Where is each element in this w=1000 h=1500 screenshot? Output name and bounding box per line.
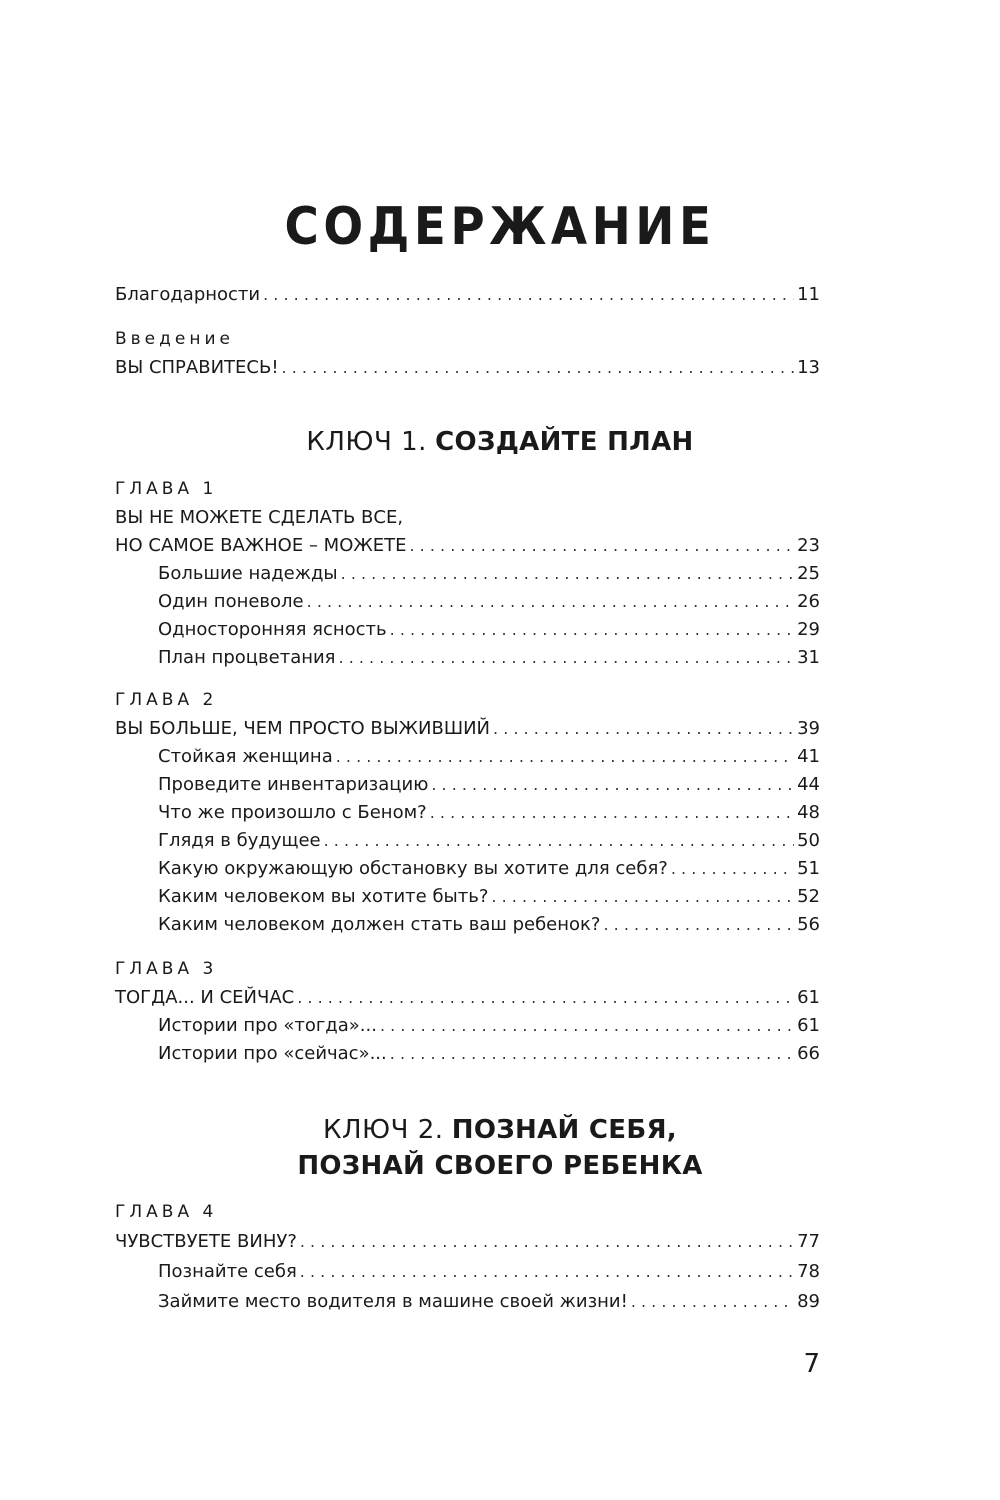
toc-entry-title: ЧУВСТВУЕТЕ ВИНУ? <box>115 1231 297 1252</box>
toc-entry-title: Стойкая женщина <box>158 746 333 767</box>
toc-subentry[interactable] <box>158 800 820 826</box>
toc-entry-page: 39 <box>797 718 820 739</box>
toc-entry-page: 25 <box>797 563 820 584</box>
toc-entry-page: 56 <box>797 914 820 935</box>
toc-entry-title: ВЫ СПРАВИТЕСЬ! <box>115 357 279 378</box>
toc-entry-title: Какую окружающую обстановку вы хотите для себя? <box>158 858 668 879</box>
toc-entry-title: Односторонняя ясность <box>158 619 387 640</box>
toc-entry-page: 66 <box>797 1043 820 1064</box>
toc-subentry[interactable] <box>158 912 820 938</box>
toc-entry-chapter-2[interactable] <box>115 716 820 742</box>
chapter-3-label: ГЛАВА 3 <box>115 959 218 979</box>
toc-subentry[interactable] <box>158 645 820 671</box>
dot-leader <box>631 1289 794 1315</box>
key-2-heading-line2 <box>0 1149 1000 1183</box>
key-2-title-line1: ПОЗНАЙ СЕБЯ, <box>451 1115 677 1145</box>
dot-leader <box>263 282 794 308</box>
dot-leader <box>336 744 794 770</box>
key-2-title-line2: ПОЗНАЙ СВОЕГО РЕБЕНКА <box>297 1151 703 1181</box>
key-2-heading <box>0 1113 1000 1147</box>
toc-entry-page: 78 <box>797 1261 820 1282</box>
key-1-prefix: КЛЮЧ 1. <box>306 427 427 457</box>
toc-entry-page: 23 <box>797 535 820 556</box>
dot-leader <box>430 800 794 826</box>
dot-leader <box>324 828 795 854</box>
toc-entry-chapter-4[interactable] <box>115 1229 820 1255</box>
toc-subentry[interactable] <box>158 1289 820 1315</box>
toc-subentry[interactable] <box>158 884 820 910</box>
toc-entry-page: 61 <box>797 987 820 1008</box>
toc-subentry[interactable] <box>158 1259 820 1285</box>
toc-subentry[interactable] <box>158 589 820 615</box>
dot-leader <box>380 1013 794 1039</box>
dot-leader <box>410 533 795 559</box>
chapter-1-title-line1: ВЫ НЕ МОЖЕТЕ СДЕЛАТЬ ВСЕ, <box>115 507 404 528</box>
toc-subentry[interactable] <box>158 744 820 770</box>
toc-entry-chapter-1[interactable] <box>115 533 820 559</box>
chapter-1-label: ГЛАВА 1 <box>115 479 218 499</box>
dot-leader <box>603 912 794 938</box>
toc-entry-title: Большие надежды <box>158 563 338 584</box>
dot-leader <box>390 1041 794 1067</box>
toc-subentry[interactable] <box>158 856 820 882</box>
dot-leader <box>300 1259 794 1285</box>
dot-leader <box>282 355 795 381</box>
toc-entry-page: 51 <box>797 858 820 879</box>
key-2-prefix: КЛЮЧ 2. <box>323 1115 444 1145</box>
toc-entry-title: ВЫ БОЛЬШЕ, ЧЕМ ПРОСТО ВЫЖИВШИЙ <box>115 718 491 739</box>
dot-leader <box>431 772 794 798</box>
toc-entry-title: Глядя в будущее <box>158 830 321 851</box>
toc-entry-page: 50 <box>797 830 820 851</box>
toc-entry-title: Что же произошло с Беном? <box>158 802 427 823</box>
chapter-4-label: ГЛАВА 4 <box>115 1202 218 1222</box>
toc-entry-title: План процветания <box>158 647 336 668</box>
toc-subentry[interactable] <box>158 772 820 798</box>
dot-leader <box>491 884 794 910</box>
toc-entry-page: 41 <box>797 746 820 767</box>
toc-entry-title: Займите место водителя в машине своей жизни! <box>158 1291 628 1312</box>
toc-subentry[interactable] <box>158 617 820 643</box>
toc-entry-page: 77 <box>797 1231 820 1252</box>
dot-leader <box>341 561 794 587</box>
toc-subentry[interactable] <box>158 1041 820 1067</box>
toc-entry-page: 29 <box>797 619 820 640</box>
toc-entry-title: Проведите инвентаризацию <box>158 774 429 795</box>
toc-entry-page: 31 <box>797 647 820 668</box>
page-number: 7 <box>803 1349 820 1379</box>
toc-entry-page: 26 <box>797 591 820 612</box>
toc-entry-title: Истории про «сейчас»... <box>158 1043 387 1064</box>
toc-entry-title: НО САМОЕ ВАЖНОЕ – МОЖЕТЕ <box>115 535 407 556</box>
page-title: СОДЕРЖАНИЕ <box>284 197 716 257</box>
toc-entry-page: 11 <box>797 284 820 305</box>
toc-entry-chapter-3[interactable] <box>115 985 820 1011</box>
dot-leader <box>297 985 794 1011</box>
dot-leader <box>390 617 794 643</box>
toc-entry-title: Каким человеком должен стать ваш ребенок? <box>158 914 601 935</box>
toc-subentry[interactable] <box>158 828 820 854</box>
toc-subentry[interactable] <box>158 1013 820 1039</box>
dot-leader <box>339 645 795 671</box>
toc-entry-title: Один поневоле <box>158 591 304 612</box>
dot-leader <box>307 589 794 615</box>
toc-entry-thanks[interactable] <box>115 282 820 308</box>
toc-entry-page: 13 <box>797 357 820 378</box>
toc-entry-title: Познайте себя <box>158 1261 297 1282</box>
chapter-2-label: ГЛАВА 2 <box>115 690 218 710</box>
key-1-title: СОЗДАЙТЕ ПЛАН <box>435 427 694 457</box>
toc-entry-page: 89 <box>797 1291 820 1312</box>
toc-entry-title: Благодарности <box>115 284 261 305</box>
toc-entry-page: 61 <box>797 1015 820 1036</box>
toc-entry-page: 44 <box>797 774 820 795</box>
intro-label: Введение <box>115 329 234 349</box>
toc-entry-title: Каким человеком вы хотите быть? <box>158 886 489 907</box>
toc-entry-title: ТОГДА... И СЕЙЧАС <box>115 987 295 1008</box>
key-1-heading <box>0 425 1000 459</box>
toc-entry-page: 52 <box>797 886 820 907</box>
toc-subentry[interactable] <box>158 561 820 587</box>
dot-leader <box>300 1229 794 1255</box>
toc-entry-intro[interactable] <box>115 355 820 381</box>
toc-entry-page: 48 <box>797 802 820 823</box>
dot-leader <box>671 856 794 882</box>
dot-leader <box>493 716 794 742</box>
toc-entry-title: Истории про «тогда»... <box>158 1015 377 1036</box>
